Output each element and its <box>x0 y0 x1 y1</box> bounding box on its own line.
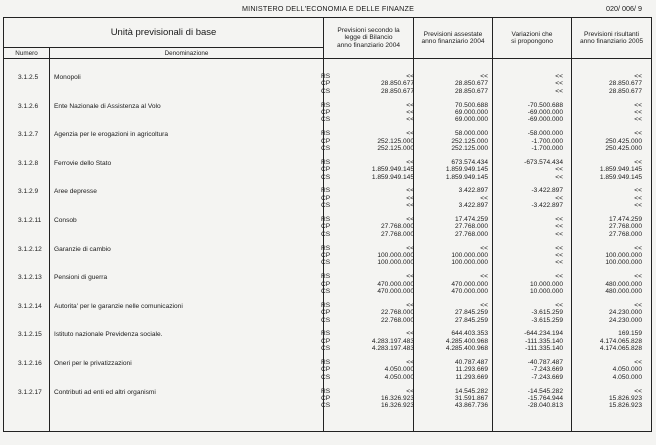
value-variazioni: << <box>555 301 563 309</box>
value-previsioni-2004: << <box>406 187 414 195</box>
value-previsioni-2004: 470.000.000 <box>377 287 414 295</box>
value-variazioni: 10.000.000 <box>529 280 563 288</box>
col-header-variazioni <box>493 18 572 59</box>
row-line-type: CS <box>321 144 331 152</box>
row-denominazione: Garanzie di cambio <box>54 245 111 253</box>
value-previsioni-2004: 27.768.000 <box>380 223 414 231</box>
value-risultanti-2005: 27.768.000 <box>608 223 642 231</box>
row-line-type: CS <box>321 373 331 381</box>
value-previsioni-2004: << <box>406 244 414 252</box>
value-assestate-2004: << <box>480 244 488 252</box>
value-assestate-2004: 4.285.400.968 <box>445 337 488 345</box>
row-line-type: CP <box>321 309 331 317</box>
value-assestate-2004: 40.787.487 <box>454 359 488 366</box>
value-risultanti-2005: 1.859.949.145 <box>599 173 642 181</box>
row-line-type: CS <box>321 116 331 124</box>
value-previsioni-2004: 22.768.000 <box>380 309 414 317</box>
value-previsioni-2004: 100.000.000 <box>377 259 414 267</box>
value-previsioni-2004: << <box>406 158 414 166</box>
value-risultanti-2005: 4.174.065.828 <box>599 345 642 353</box>
value-risultanti-2005: 24.230.000 <box>608 316 642 324</box>
table-row <box>0 159 648 186</box>
value-assestate-2004: 31.591.867 <box>454 394 488 402</box>
value-risultanti-2005: 250.425.000 <box>605 144 642 152</box>
table-row <box>0 302 648 329</box>
row-line-type: CP <box>321 337 331 345</box>
value-assestate-2004: 28.850.677 <box>454 87 488 95</box>
value-previsioni-2004: 252.125.000 <box>377 144 414 152</box>
value-variazioni: << <box>555 230 563 238</box>
value-assestate-2004: 470.000.000 <box>451 287 488 295</box>
value-previsioni-2004: 16.326.923 <box>380 394 414 402</box>
value-previsioni-2004: 4.050.000 <box>384 366 414 374</box>
value-previsioni-2004: << <box>406 108 414 116</box>
value-previsioni-2004: 16.326.923 <box>380 402 414 410</box>
value-risultanti-2005: << <box>634 273 642 281</box>
row-line-type: RS <box>321 187 331 195</box>
value-assestate-2004: 4.285.400.968 <box>445 345 488 353</box>
value-risultanti-2005: << <box>634 116 642 124</box>
row-denominazione: Ente Nazionale di Assistenza al Volo <box>54 102 161 110</box>
row-denominazione: Consob <box>54 217 77 224</box>
table-title: Unità previsionali di base <box>4 18 324 48</box>
value-previsioni-2004: 252.125.000 <box>377 137 414 145</box>
value-previsioni-2004: << <box>406 116 414 124</box>
row-denominazione: Monopoli <box>54 74 81 81</box>
row-line-type: CS <box>321 259 331 267</box>
value-assestate-2004: 27.845.259 <box>454 309 488 317</box>
value-assestate-2004: 27.768.000 <box>454 223 488 231</box>
row-denominazione: Aree depresse <box>54 188 97 196</box>
value-risultanti-2005: 4.050.000 <box>612 366 642 374</box>
value-variazioni: -673.574.434 <box>524 158 563 166</box>
row-numero: 3.1.2.7 <box>18 131 39 139</box>
row-line-type: CS <box>321 87 331 95</box>
row-numero: 3.1.2.17 <box>18 388 42 396</box>
row-line-type: CS <box>321 345 331 353</box>
value-previsioni-2004: 28.850.677 <box>380 80 414 88</box>
value-variazioni: -3.615.259 <box>531 309 563 317</box>
value-assestate-2004: 673.574.434 <box>451 158 488 166</box>
value-variazioni: -58.000.000 <box>527 130 563 138</box>
value-risultanti-2005: << <box>634 301 642 309</box>
value-variazioni: -7.243.669 <box>531 373 563 381</box>
value-variazioni: -28.040.813 <box>527 402 563 410</box>
value-risultanti-2005: << <box>634 202 642 210</box>
row-denominazione: Istituto nazionale Previdenza sociale. <box>54 331 163 339</box>
row-numero: 3.1.2.12 <box>18 245 42 253</box>
value-assestate-2004: 69.000.000 <box>454 108 488 116</box>
row-line-type: CP <box>321 366 331 374</box>
value-assestate-2004: 1.859.949.145 <box>445 166 488 174</box>
value-variazioni: << <box>555 87 563 95</box>
value-risultanti-2005: << <box>634 194 642 202</box>
row-line-type: CS <box>321 402 331 410</box>
row-line-type: RS <box>321 244 331 252</box>
value-risultanti-2005: 100.000.000 <box>605 251 642 259</box>
col-header-line: anno finanziario 2004 <box>421 38 485 45</box>
row-denominazione: Oneri per le privatizzazioni <box>54 360 132 367</box>
value-previsioni-2004: 22.768.000 <box>380 316 414 324</box>
value-risultanti-2005: << <box>634 359 642 366</box>
value-assestate-2004: 43.867.736 <box>454 402 488 410</box>
value-previsioni-2004: << <box>406 202 414 210</box>
value-previsioni-2004: 4.050.000 <box>384 373 414 381</box>
row-denominazione: Autorita' per le garanzie nelle comunicazioni <box>54 302 183 310</box>
col-header-assestate-2004 <box>414 18 493 59</box>
col-header-line: si propongono <box>511 38 553 45</box>
row-line-type: RS <box>321 359 331 366</box>
value-assestate-2004: 27.845.259 <box>454 316 488 324</box>
value-variazioni: 10.000.000 <box>529 287 563 295</box>
value-variazioni: -14.545.282 <box>527 387 563 395</box>
value-variazioni: -7.243.669 <box>531 366 563 374</box>
value-previsioni-2004: << <box>406 273 414 281</box>
row-line-type: CP <box>321 394 331 402</box>
row-numero: 3.1.2.5 <box>18 74 39 81</box>
row-line-type: RS <box>321 101 331 109</box>
col-header-numero: Numero <box>4 48 50 59</box>
value-assestate-2004: 58.000.000 <box>454 130 488 138</box>
row-line-type: CP <box>321 137 331 145</box>
table-row <box>0 216 648 243</box>
row-denominazione: Contributi ad enti ed altri organismi <box>54 388 156 396</box>
value-risultanti-2005: 1.859.949.145 <box>599 166 642 174</box>
row-numero: 3.1.2.9 <box>18 188 39 196</box>
row-numero: 3.1.2.11 <box>18 217 42 224</box>
value-risultanti-2005: << <box>634 387 642 395</box>
col-header-line: anno finanziario 2005 <box>579 38 644 45</box>
row-line-type: CP <box>321 80 331 88</box>
value-assestate-2004: 17.474.259 <box>454 216 488 223</box>
value-assestate-2004: 14.545.282 <box>454 387 488 395</box>
value-assestate-2004: 470.000.000 <box>451 280 488 288</box>
value-risultanti-2005: 480.000.000 <box>605 280 642 288</box>
value-assestate-2004: 11.293.669 <box>455 366 488 374</box>
value-risultanti-2005: 4.174.065.828 <box>599 337 642 345</box>
value-risultanti-2005: 24.230.000 <box>608 309 642 317</box>
col-header-line: Variazioni che <box>511 30 553 38</box>
value-variazioni: -3.422.897 <box>531 187 563 195</box>
row-line-type: RS <box>321 387 331 395</box>
row-line-type: RS <box>321 73 331 80</box>
col-header-line: anno finanziario 2004 <box>336 41 401 49</box>
value-variazioni: << <box>555 223 563 231</box>
row-line-type: CP <box>321 108 331 116</box>
value-variazioni: -3.422.897 <box>531 202 563 210</box>
value-variazioni: -15.764.944 <box>527 394 563 402</box>
value-assestate-2004: 100.000.000 <box>451 251 488 259</box>
value-previsioni-2004: 4.283.197.483 <box>371 345 414 353</box>
value-variazioni: -1.700.000 <box>531 137 563 145</box>
row-line-type: CS <box>321 287 331 295</box>
col-header-line: Previsioni assestate <box>423 30 483 38</box>
value-previsioni-2004: << <box>406 194 414 202</box>
row-line-type: CP <box>321 166 331 174</box>
page-reference: 020/ 006/ 9 <box>606 4 642 13</box>
row-line-type: CP <box>321 194 331 202</box>
value-risultanti-2005: << <box>634 187 642 195</box>
value-assestate-2004: 252.125.000 <box>451 137 488 145</box>
col-header-line: Previsioni risultanti <box>584 30 639 38</box>
table-row <box>0 187 648 214</box>
value-assestate-2004: 69.000.000 <box>454 116 488 124</box>
row-denominazione: Pensioni di guerra <box>54 274 108 282</box>
value-assestate-2004: 644.403.353 <box>451 330 488 338</box>
row-line-type: RS <box>321 158 331 166</box>
row-line-type: RS <box>321 301 331 309</box>
value-variazioni: -111.335.140 <box>525 345 563 353</box>
row-numero: 3.1.2.8 <box>18 159 39 167</box>
value-variazioni: -40.787.487 <box>527 359 563 366</box>
table-row <box>0 273 648 300</box>
value-variazioni: -1.700.000 <box>531 144 563 152</box>
table-row <box>0 245 648 272</box>
value-risultanti-2005: << <box>634 244 642 252</box>
col-header-denominazione: Denominazione <box>50 48 324 59</box>
value-previsioni-2004: 28.850.677 <box>380 87 414 95</box>
value-risultanti-2005: 27.768.000 <box>608 230 642 238</box>
value-risultanti-2005: 250.425.000 <box>605 137 642 145</box>
col-header-previsioni-2004 <box>324 18 414 59</box>
value-assestate-2004: << <box>480 194 488 202</box>
value-variazioni: << <box>555 173 563 181</box>
value-assestate-2004: 3.422.897 <box>458 187 488 195</box>
table-row <box>0 388 648 415</box>
col-header-line: Previsioni secondo la <box>337 26 400 34</box>
value-previsioni-2004: 27.768.000 <box>380 230 414 238</box>
value-risultanti-2005: 28.850.677 <box>608 80 642 88</box>
value-previsioni-2004: 1.859.949.145 <box>371 173 414 181</box>
row-line-type: CP <box>321 280 331 288</box>
table-row <box>0 330 648 357</box>
row-line-type: RS <box>321 273 331 281</box>
value-variazioni: -111.335.140 <box>525 337 563 345</box>
row-line-type: CS <box>321 230 331 238</box>
value-assestate-2004: 252.125.000 <box>451 144 488 152</box>
value-risultanti-2005: << <box>634 101 642 109</box>
value-risultanti-2005: 15.826.923 <box>608 394 642 402</box>
value-previsioni-2004: << <box>406 130 414 138</box>
value-risultanti-2005: 28.850.677 <box>608 87 642 95</box>
row-denominazione: Ferrovie dello Stato <box>54 159 112 167</box>
row-line-type: CS <box>321 173 331 181</box>
col-header-risultanti-2005 <box>572 18 652 59</box>
row-numero: 3.1.2.14 <box>18 302 42 310</box>
row-numero: 3.1.2.6 <box>18 102 39 110</box>
ministry-header: MINISTERO DELL'ECONOMIA E DELLE FINANZE <box>241 4 415 13</box>
value-assestate-2004: 100.000.000 <box>451 259 488 267</box>
row-line-type: RS <box>321 130 331 138</box>
value-risultanti-2005: << <box>634 73 642 80</box>
value-variazioni: -69.000.000 <box>527 108 563 116</box>
value-risultanti-2005: 100.000.000 <box>605 259 642 267</box>
value-assestate-2004: 70.500.688 <box>454 101 488 109</box>
value-variazioni: << <box>555 244 563 252</box>
value-assestate-2004: 3.422.897 <box>458 202 488 210</box>
value-previsioni-2004: 1.859.949.145 <box>371 166 414 174</box>
row-line-type: RS <box>321 216 331 223</box>
table-row <box>0 130 648 157</box>
value-risultanti-2005: << <box>634 158 642 166</box>
value-previsioni-2004: << <box>406 101 414 109</box>
value-assestate-2004: 28.850.677 <box>454 80 488 88</box>
value-previsioni-2004: 470.000.000 <box>377 280 414 288</box>
value-variazioni: -644.234.194 <box>524 330 563 338</box>
value-variazioni: << <box>555 166 563 174</box>
value-variazioni: -69.000.000 <box>527 116 563 124</box>
value-variazioni: << <box>555 273 563 281</box>
value-risultanti-2005: << <box>634 130 642 138</box>
value-risultanti-2005: << <box>634 108 642 116</box>
row-denominazione: Agenzia per le erogazioni in agricoltura <box>54 131 168 139</box>
value-previsioni-2004: 100.000.000 <box>377 251 414 259</box>
value-variazioni: << <box>555 251 563 259</box>
value-variazioni: -3.615.259 <box>531 316 563 324</box>
value-variazioni: << <box>555 259 563 267</box>
row-line-type: CS <box>321 316 331 324</box>
value-variazioni: << <box>555 80 563 88</box>
row-line-type: CP <box>321 251 331 259</box>
value-previsioni-2004: << <box>406 330 414 338</box>
table-row <box>0 359 648 386</box>
value-variazioni: -70.500.688 <box>527 101 563 109</box>
value-variazioni: << <box>555 194 563 202</box>
value-risultanti-2005: 169.159 <box>618 330 642 338</box>
row-numero: 3.1.2.15 <box>18 331 42 339</box>
value-assestate-2004: << <box>480 301 488 309</box>
row-numero: 3.1.2.13 <box>18 274 42 282</box>
value-variazioni: << <box>555 73 563 80</box>
value-assestate-2004: << <box>480 73 488 80</box>
col-header-line: legge di Bilancio <box>344 34 393 42</box>
value-previsioni-2004: << <box>406 359 414 366</box>
value-risultanti-2005: 4.050.000 <box>612 373 642 381</box>
table-row <box>0 73 648 100</box>
value-assestate-2004: 11.293.669 <box>455 373 488 381</box>
value-assestate-2004: 1.859.949.145 <box>445 173 488 181</box>
value-assestate-2004: 27.768.000 <box>454 230 488 238</box>
value-variazioni: << <box>555 216 563 223</box>
row-line-type: RS <box>321 330 331 338</box>
row-numero: 3.1.2.16 <box>18 360 42 367</box>
value-risultanti-2005: 480.000.000 <box>605 287 642 295</box>
value-risultanti-2005: 15.826.923 <box>608 402 642 410</box>
table-row <box>0 102 648 129</box>
row-line-type: CS <box>321 202 331 210</box>
value-previsioni-2004: << <box>406 73 414 80</box>
value-previsioni-2004: << <box>406 387 414 395</box>
value-previsioni-2004: 4.283.197.483 <box>371 337 414 345</box>
value-previsioni-2004: << <box>406 301 414 309</box>
row-line-type: CP <box>321 223 331 231</box>
value-risultanti-2005: 17.474.259 <box>608 216 642 223</box>
value-assestate-2004: << <box>480 273 488 281</box>
value-previsioni-2004: << <box>406 216 414 223</box>
